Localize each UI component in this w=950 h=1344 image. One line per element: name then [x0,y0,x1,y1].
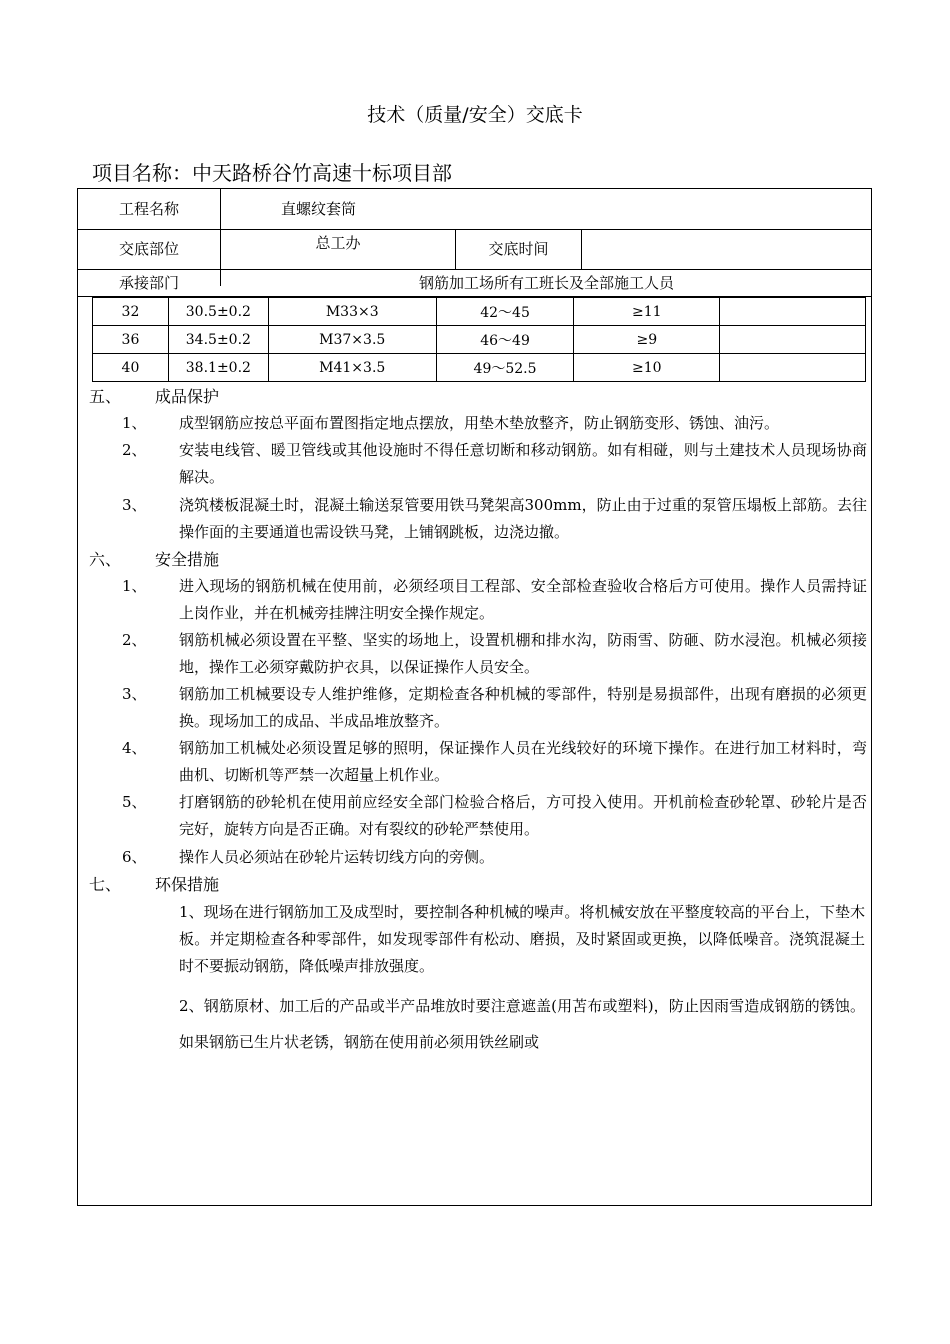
item-number: 5、 [122,793,147,811]
list-item [122,492,867,546]
project-name: 项目名称：中天路桥谷竹高速十标项目部 [92,161,452,185]
table-cell: M37×3.5 [268,326,436,354]
item-number: 3、 [122,496,147,514]
dept-value: 钢筋加工场所有工班长及全部施工人员 [418,274,674,292]
section-title: 安全措施 [155,550,220,569]
table-cell: 36 [93,326,169,354]
item-text: 浇筑楼板混凝土时，混凝土输送泵管要用铁马凳架高300mm，防止由于过重的泵管压塌板上部筋。去往操作面的主要通道也需设铁马凳，上铺钢跳板，边浇边撤。 [179,496,867,541]
table-cell: 40 [93,354,169,382]
list-item [122,627,867,681]
section-heading [89,872,219,895]
item-number: 1、 [122,577,147,595]
project-name-label: 工程名称 [118,200,179,218]
list-item [122,844,867,871]
item-text: 钢筋加工机械处必须设置足够的照明，保证操作人员在光线较好的环境下操作。在进行加工材料时，弯曲机、切断机等严禁一次超量上机作业。 [179,739,867,784]
item-number: 6、 [122,848,147,866]
item-text: 进入现场的钢筋机械在使用前，必须经项目工程部、安全部检查验收合格后方可使用。操作人员需持证上岗作业，并在机械旁挂牌注明安全操作规定。 [179,577,867,622]
table-cell: 32 [93,298,169,326]
table-cell: M33×3 [268,298,436,326]
item-number: 3、 [122,685,147,703]
table-cell [720,326,866,354]
table-cell [720,354,866,382]
dept-label: 承接部门 [118,274,179,292]
section-heading [89,547,219,570]
item-number: 4、 [122,739,147,757]
item-number: 2、 [122,441,147,459]
thread-spec-table [92,297,866,382]
item-number: 2、 [122,631,147,649]
table-cell: 34.5±0.2 [168,326,268,354]
list-item [122,681,867,735]
item-text: 打磨钢筋的砂轮机在使用前应经安全部门检验合格后，方可投入使用。开机前检查砂轮罩、砂轮片是否完好，旋转方向是否正确。对有裂纹的砂轮严禁使用。 [179,793,867,838]
table-cell: ≥9 [574,326,720,354]
paragraph: 2、钢筋原材、加工后的产品或半产品堆放时要注意遮盖(用苫布或塑料)，防止因雨雪造成钢筋的锈蚀。如果钢筋已生片状老锈，钢筋在使用前必须用铁丝刷或 [179,997,865,1051]
item-text: 成型钢筋应按总平面布置图指定地点摆放，用垫木垫放整齐，防止钢筋变形、锈蚀、油污。 [179,414,780,432]
header-rule-1 [77,229,872,230]
table-cell [720,298,866,326]
list-item [122,437,867,491]
list-item [122,735,867,789]
header-col-divider [220,189,221,269]
table-cell: 38.1±0.2 [168,354,268,382]
part-label: 交底部位 [118,240,179,258]
section-heading [89,384,219,407]
section-number: 七、 [89,875,122,894]
part-value: 总工办 [315,234,361,252]
header-col-divider-time-value [581,229,582,269]
table-cell: ≥11 [574,298,720,326]
table-cell: 46～49 [436,326,574,354]
list-item [122,410,867,437]
item-text: 钢筋加工机械要设专人维护维修，定期检查各种机械的零部件，特别是易损部件，出现有磨损的必须更换。现场加工的成品、半成品堆放整齐。 [179,685,867,730]
table-cell: ≥10 [574,354,720,382]
table-row [93,326,866,354]
section-number: 六、 [89,550,122,569]
paragraph: 1、现场在进行钢筋加工及成型时，要控制各种机械的噪声。将机械安放在平整度较高的平台上，下垫木板。并定期检查各种零部件，如发现零部件有松动、磨损，及时紧固或更换，以降低噪音。浇筑混凝土时不要振动钢筋，降低噪声排放强度。 [179,903,865,975]
section-title: 环保措施 [155,875,220,894]
item-text: 操作人员必须站在砂轮片运转切线方向的旁侧。 [179,848,495,866]
section-title: 成品保护 [155,387,220,406]
item-number: 1、 [122,414,147,432]
header-rule-2 [77,269,872,270]
table-cell: 30.5±0.2 [168,298,268,326]
table-cell: 49～52.5 [436,354,574,382]
document-title: 技术（质量/安全）交底卡 [367,104,583,126]
item-text: 安装电线管、暖卫管线或其他设施时不得任意切断和移动钢筋。如有相碰，则与土建技术人员现场协商解决。 [179,441,867,486]
time-label: 交底时间 [488,240,549,258]
list-item [122,573,867,627]
table-row [93,298,866,326]
table-cell: 42～45 [436,298,574,326]
table-cell: M41×3.5 [268,354,436,382]
list-item [122,789,867,843]
project-name-value: 直螺纹套筒 [281,200,357,218]
item-text: 钢筋机械必须设置在平整、坚实的场地上，设置机棚和排水沟，防雨雪、防砸、防水浸泡。机械必须接地，操作工必须穿戴防护衣具，以保证操作人员安全。 [179,631,867,676]
table-row [93,354,866,382]
section-number: 五、 [89,387,122,406]
